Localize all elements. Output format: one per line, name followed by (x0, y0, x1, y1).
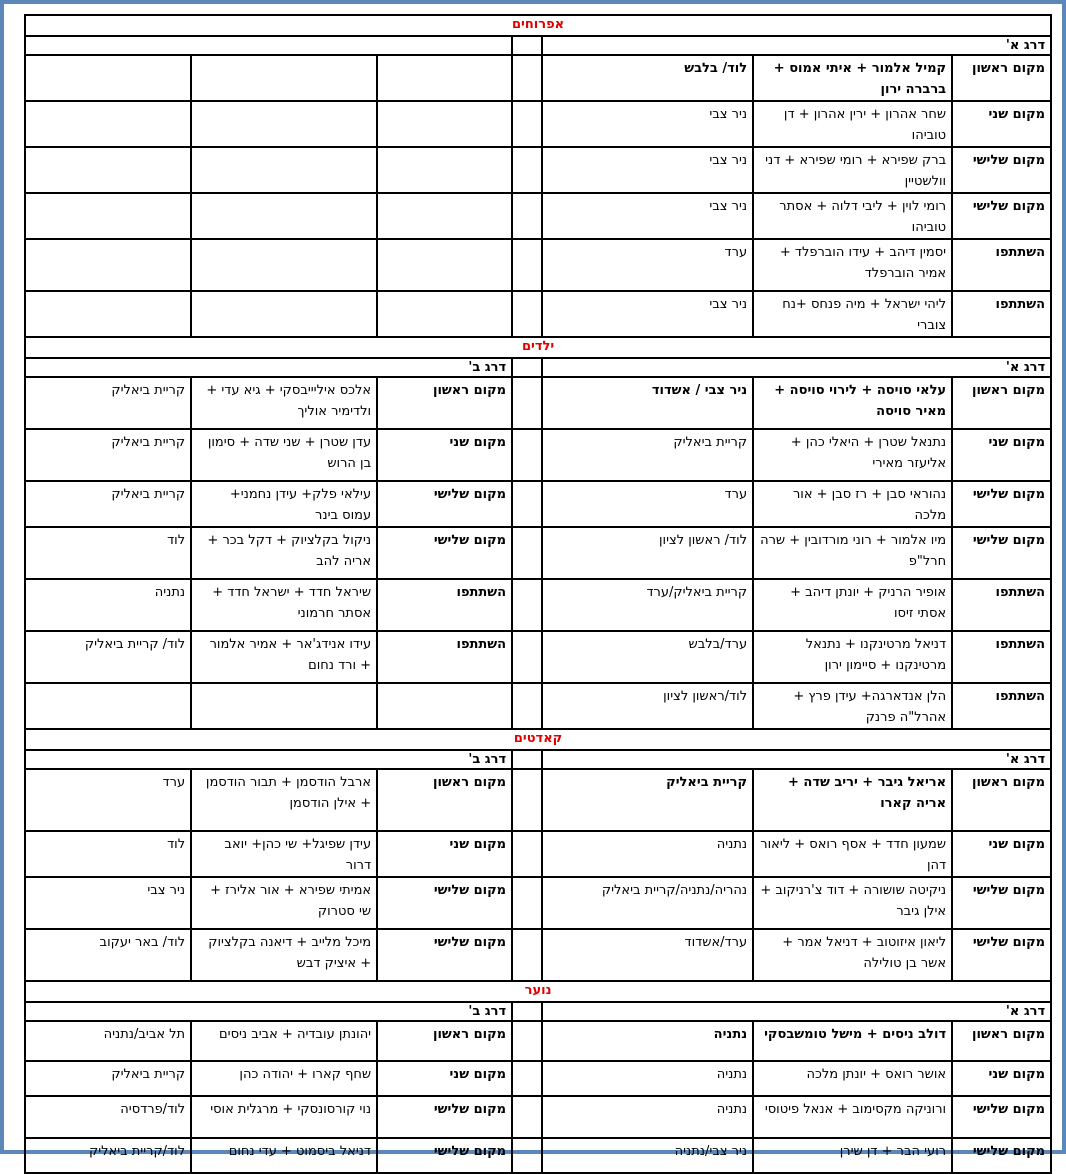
level-a-place: מקום שלישי (952, 527, 1051, 579)
level-b-city: נתניה (25, 579, 191, 631)
level-b-names (191, 291, 377, 337)
level-a-city: לוד/ראשון לציון (542, 683, 753, 729)
level-b-label: דרג ב' (25, 358, 512, 377)
spacer-cell (512, 1096, 542, 1138)
level-b-city: קריית ביאליק (25, 429, 191, 481)
section-header-row (25, 15, 1051, 36)
level-b-names: אלכס איליייבסקי + גיא עדי + ולדימיר אוליך (191, 377, 377, 429)
spacer-cell (512, 193, 542, 239)
table-row (25, 193, 1051, 239)
level-a-names: אושר רואס + יונתן מלכה (753, 1061, 952, 1096)
level-b-place: מקום שני (377, 1061, 512, 1096)
table-row (25, 877, 1051, 929)
level-a-place: מקום שני (952, 101, 1051, 147)
spacer-cell (512, 683, 542, 729)
level-a-names: הלן אנדארגה+ עידן פרץ + אהרל"ה פרנק (753, 683, 952, 729)
level-b-place (377, 101, 512, 147)
level-b-place: מקום שלישי (377, 481, 512, 527)
level-b-place: מקום שלישי (377, 929, 512, 981)
spacer-cell (512, 750, 542, 769)
level-a-city: ניר צבי (542, 101, 753, 147)
results-table (24, 14, 1052, 1174)
level-a-names: ברק שפירא + רומי שפירא + דני וולשטיין (753, 147, 952, 193)
level-a-names: נתנאל שטרן + היאלי כהן + אליעזר מאירי (753, 429, 952, 481)
level-b-names: יהונתן עובדיה + אביב ניסים (191, 1021, 377, 1061)
table-row (25, 55, 1051, 101)
level-b-city (25, 55, 191, 101)
table-row (25, 579, 1051, 631)
table-row (25, 291, 1051, 337)
table-row (25, 929, 1051, 981)
spacer-cell (512, 929, 542, 981)
level-a-place: מקום ראשון (952, 377, 1051, 429)
level-b-city (25, 239, 191, 291)
level-b-names: נוי קורסונסקי + מרגלית אוסי (191, 1096, 377, 1138)
table-row (25, 147, 1051, 193)
level-b-place: מקום ראשון (377, 1021, 512, 1061)
level-b-city: קריית ביאליק (25, 1061, 191, 1096)
level-a-place: מקום שלישי (952, 481, 1051, 527)
spacer-cell (512, 631, 542, 683)
level-b-names (191, 239, 377, 291)
level-a-place: מקום שני (952, 429, 1051, 481)
level-a-city: נתניה (542, 1021, 753, 1061)
spacer-cell (512, 55, 542, 101)
spacer-cell (512, 101, 542, 147)
table-row (25, 769, 1051, 831)
level-b-place: השתתפו (377, 579, 512, 631)
level-a-city: נתניה (542, 1096, 753, 1138)
level-a-names: אריאל גיבר + יריב שדה + אריה קארו (753, 769, 952, 831)
level-b-place (377, 55, 512, 101)
level-a-place: השתתפו (952, 579, 1051, 631)
level-a-names: ניקיטה שושורה + דוד צ'רניקוב + אילן גיבר (753, 877, 952, 929)
level-a-place: השתתפו (952, 631, 1051, 683)
spacer-cell (512, 769, 542, 831)
spacer-cell (512, 579, 542, 631)
table-row (25, 1138, 1051, 1173)
level-b-city: לוד (25, 831, 191, 877)
spacer-cell (512, 527, 542, 579)
table-row (25, 683, 1051, 729)
level-a-names: עלאי סויסה + לירוי סויסה + מאיר סויסה (753, 377, 952, 429)
level-b-city (25, 683, 191, 729)
spacer-cell (512, 1002, 542, 1021)
level-a-city: קריית ביאליק (542, 429, 753, 481)
level-b-place: מקום שלישי (377, 1138, 512, 1173)
level-a-place: מקום ראשון (952, 769, 1051, 831)
level-header-row (25, 36, 1051, 55)
level-a-place: השתתפו (952, 683, 1051, 729)
level-a-names: אופיר הרניק + יונתן דיהב + אסתי זיסו (753, 579, 952, 631)
level-a-label: דרג א' (542, 750, 1051, 769)
level-b-place: השתתפו (377, 631, 512, 683)
level-a-label: דרג א' (542, 358, 1051, 377)
level-a-place: מקום שלישי (952, 1096, 1051, 1138)
level-b-names: אמיתי שפירא + אור אלירז + שי סטרוק (191, 877, 377, 929)
level-a-names: ליאון איזוטוב + דניאל אמר + אשר בן טולילה (753, 929, 952, 981)
level-a-names: נהוראי סבן + רז סבן + אור מלכה (753, 481, 952, 527)
level-b-city (25, 147, 191, 193)
level-a-city: ערד (542, 481, 753, 527)
level-b-names: שחף קארו + יהודה כהן (191, 1061, 377, 1096)
level-a-names: דולב ניסים + מישל טומשבסקי (753, 1021, 952, 1061)
table-row (25, 1061, 1051, 1096)
level-a-city: לוד/ בלבש (542, 55, 753, 101)
table-row (25, 831, 1051, 877)
section-title: אפרוחים (25, 15, 1051, 36)
level-b-place (377, 147, 512, 193)
level-b-label: דרג ב' (25, 1002, 512, 1021)
level-b-names: עילאי פלק+ עידן נחמני+ עמוס בינר (191, 481, 377, 527)
level-a-city: ערד (542, 239, 753, 291)
level-a-city: לוד/ ראשון לציון (542, 527, 753, 579)
spacer-cell (512, 1021, 542, 1061)
level-b-names: עידן שפיגל+ שי כהן+ יואב דרור (191, 831, 377, 877)
level-b-city: לוד/ קריית ביאליק (25, 631, 191, 683)
level-a-city: ניר צבי/נתניה (542, 1138, 753, 1173)
level-b-place: מקום ראשון (377, 377, 512, 429)
level-b-names (191, 193, 377, 239)
level-a-city: ערד/בלבש (542, 631, 753, 683)
level-b-names (191, 55, 377, 101)
level-a-place: מקום ראשון (952, 55, 1051, 101)
table-row (25, 429, 1051, 481)
spacer-cell (512, 147, 542, 193)
spacer-cell (512, 291, 542, 337)
level-a-place: מקום שלישי (952, 193, 1051, 239)
level-b-city: ערד (25, 769, 191, 831)
spacer-cell (512, 1061, 542, 1096)
level-b-place: מקום שלישי (377, 527, 512, 579)
level-a-names: ליהי ישראל + מיה פנחס +נח צוברי (753, 291, 952, 337)
level-b-names: מיכל מלייב + דיאנה בקלציוק + איציק דבש (191, 929, 377, 981)
spacer-cell (512, 877, 542, 929)
level-b-city: תל אביב/נתניה (25, 1021, 191, 1061)
level-b-names: עדן שטרן + שני שדה + סימון בן הרוש (191, 429, 377, 481)
level-a-city: נהריה/נתניה/קריית ביאליק (542, 877, 753, 929)
level-b-label: דרג ב' (25, 750, 512, 769)
level-a-city: ניר צבי (542, 147, 753, 193)
spacer-cell (512, 481, 542, 527)
level-a-city: נתניה (542, 831, 753, 877)
table-row (25, 377, 1051, 429)
level-b-names (191, 147, 377, 193)
level-a-names: ורוניקה מקסימוב + אנאל פיטוסי (753, 1096, 952, 1138)
level-header-row (25, 1002, 1051, 1021)
table-row (25, 481, 1051, 527)
spacer-cell (512, 377, 542, 429)
table-row (25, 239, 1051, 291)
level-b-city: ניר צבי (25, 877, 191, 929)
level-b-city: לוד (25, 527, 191, 579)
level-a-place: מקום שלישי (952, 877, 1051, 929)
level-a-city: נתניה (542, 1061, 753, 1096)
level-b-names (191, 683, 377, 729)
table-row (25, 1096, 1051, 1138)
table-row (25, 527, 1051, 579)
spacer-cell (512, 429, 542, 481)
section-title: קאדטים (25, 729, 1051, 750)
level-a-names: קמיל אלמור + איתי אמוס + ברברה ירון (753, 55, 952, 101)
level-a-city: קריית ביאליק (542, 769, 753, 831)
level-b-names: ניקול בקלציוק + דקל בכר + אריה להב (191, 527, 377, 579)
spacer-cell (512, 36, 542, 55)
level-b-place: מקום שני (377, 429, 512, 481)
section-header-row (25, 337, 1051, 358)
level-b-label (25, 36, 512, 55)
table-row (25, 1021, 1051, 1061)
level-a-names: מיו אלמור + רוני מורדובין + שרה חרל"פ (753, 527, 952, 579)
spacer-cell (512, 831, 542, 877)
level-b-place: מקום שלישי (377, 877, 512, 929)
level-b-place (377, 239, 512, 291)
level-a-place: השתתפו (952, 239, 1051, 291)
level-a-names: רועי הבר + דן שירן (753, 1138, 952, 1173)
level-b-city (25, 101, 191, 147)
level-b-city (25, 193, 191, 239)
level-a-names: שחר אהרון + ירין אהרון + דן טוביהו (753, 101, 952, 147)
level-b-names (191, 101, 377, 147)
level-b-city: לוד/קריית ביאליק (25, 1138, 191, 1173)
level-b-place: מקום שלישי (377, 1096, 512, 1138)
section-title: נוער (25, 981, 1051, 1002)
spacer-cell (512, 358, 542, 377)
spacer-cell (512, 239, 542, 291)
level-b-names: שיראל חדד + ישראל חדד + אסתר חרמוני (191, 579, 377, 631)
level-a-names: רומי לוין + ליבי דלוה + אסתר טוביהו (753, 193, 952, 239)
level-a-city: ניר צבי (542, 291, 753, 337)
level-a-place: מקום ראשון (952, 1021, 1051, 1061)
level-a-label: דרג א' (542, 1002, 1051, 1021)
level-b-names: דניאל ביסמוט + עדי נחום (191, 1138, 377, 1173)
level-b-city: קריית ביאליק (25, 377, 191, 429)
level-a-city: קריית ביאליק/ערד (542, 579, 753, 631)
level-b-names: עידו אנידג'אר + אמיר אלמור + ורד נחום (191, 631, 377, 683)
section-header-row (25, 981, 1051, 1002)
level-a-names: שמעון חדד + אסף רואס + ליאור דהן (753, 831, 952, 877)
level-a-place: מקום שלישי (952, 1138, 1051, 1173)
level-a-names: דניאל מרטינקנו + נתנאל מרטינקנו + סיימון ירון (753, 631, 952, 683)
section-header-row (25, 729, 1051, 750)
table-row (25, 631, 1051, 683)
level-b-place: מקום ראשון (377, 769, 512, 831)
section-title: ילדים (25, 337, 1051, 358)
level-b-city: לוד/ באר יעקוב (25, 929, 191, 981)
level-a-place: מקום שני (952, 1061, 1051, 1096)
level-b-city: לוד/פרדסיה (25, 1096, 191, 1138)
spacer-cell (512, 1138, 542, 1173)
level-b-place (377, 683, 512, 729)
level-header-row (25, 750, 1051, 769)
table-row (25, 101, 1051, 147)
level-b-names: ארבל הודסמן + תבור הודסמן + אילן הודסמן (191, 769, 377, 831)
level-a-place: מקום שלישי (952, 147, 1051, 193)
level-b-place (377, 291, 512, 337)
level-header-row (25, 358, 1051, 377)
level-a-city: ניר צבי (542, 193, 753, 239)
level-b-place (377, 193, 512, 239)
level-a-place: השתתפו (952, 291, 1051, 337)
level-a-city: ערד/אשדוד (542, 929, 753, 981)
level-b-city (25, 291, 191, 337)
level-b-city: קריית ביאליק (25, 481, 191, 527)
level-a-names: יסמין דיהב + עידו הוברפלד + אמיר הוברפלד (753, 239, 952, 291)
level-b-place: מקום שני (377, 831, 512, 877)
level-a-label: דרג א' (542, 36, 1051, 55)
level-a-city: ניר צבי / אשדוד (542, 377, 753, 429)
level-a-place: מקום שלישי (952, 929, 1051, 981)
level-a-place: מקום שני (952, 831, 1051, 877)
